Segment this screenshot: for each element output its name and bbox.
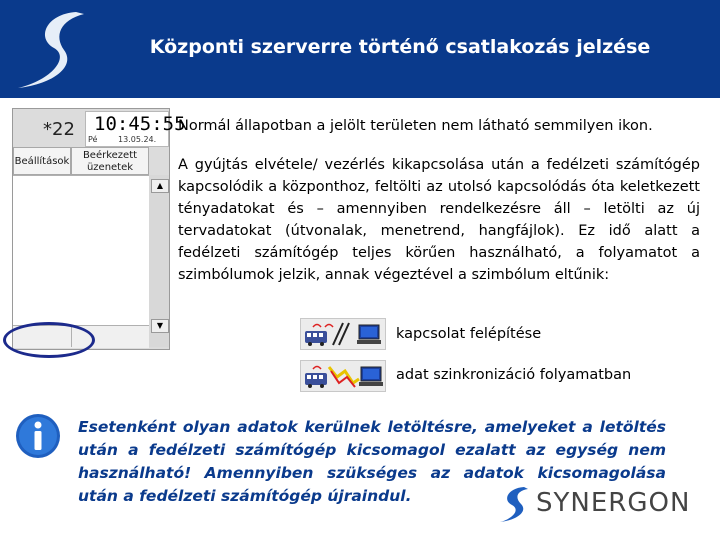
info-icon bbox=[14, 412, 62, 460]
connection-label: kapcsolat felépítése bbox=[396, 326, 542, 342]
device-screen bbox=[12, 108, 186, 350]
signal-icon bbox=[313, 367, 321, 370]
scrollbar[interactable] bbox=[149, 175, 169, 347]
sync-symbol bbox=[300, 360, 386, 392]
settings-button[interactable] bbox=[13, 147, 71, 175]
description-text: A gyújtás elvétele/ vezérlés kikapcsolása után a fedélzeti számítógép kapcsolódik a központhoz, feltölti az utolsó kapcsolódás óta keletkezett tényadatokat és – amennyiben rendelkezésre áll – letölti az új tervadatokat (útvonalak, menetrend, hangfájlok). Ez idő alatt a fedélzeti számítógép teljes körűen használható, a folyamatot a szimbólumok jelzik, annak végeztével a szimbólum eltűnik: bbox=[178, 157, 700, 283]
messages-button[interactable] bbox=[71, 147, 149, 175]
brand-s-icon bbox=[496, 484, 534, 524]
clock-panel bbox=[85, 111, 186, 147]
synergon-s-logo bbox=[6, 8, 106, 92]
signal-icon bbox=[313, 325, 333, 328]
connection-icon-graphic bbox=[301, 319, 385, 349]
bus-icon bbox=[305, 373, 327, 388]
clock-day: Pé bbox=[88, 135, 98, 144]
computer-icon bbox=[359, 367, 383, 386]
messages-button-label-2: üzenetek bbox=[86, 162, 134, 173]
bus-icon bbox=[305, 331, 327, 346]
scroll-down-button[interactable]: ▼ bbox=[151, 319, 169, 333]
clock-date bbox=[88, 135, 166, 144]
settings-button-label: Beállítások bbox=[14, 156, 70, 167]
highlight-ellipse bbox=[3, 322, 95, 358]
messages-button-label-1: Beérkezett bbox=[82, 150, 138, 161]
sync-icon-graphic bbox=[301, 361, 385, 391]
connection-symbol bbox=[300, 318, 386, 350]
normal-state-text: Normál állapotban a jelölt területen nem látható semmilyen ikon. bbox=[178, 118, 653, 134]
brand-name: SYNERGON bbox=[536, 488, 691, 518]
sync-label: adat szinkronizáció folyamatban bbox=[396, 367, 632, 383]
scroll-up-button[interactable]: ▲ bbox=[151, 179, 169, 193]
clock-time: 10:45:55 bbox=[94, 113, 186, 135]
header-bar bbox=[0, 0, 720, 98]
clock-date-value: 13.05.24. bbox=[118, 135, 157, 144]
warning-note: Esetenként olyan adatok kerülnek letöltésre, amelyeket a letöltés után a fedélzeti számítógép kicsomagol ezalatt az egység nem használható! Amennyiben szükséges az adatok kicsomagolása után a fedélzeti számítógép újraindul. bbox=[78, 418, 666, 505]
vehicle-number: *22 bbox=[43, 119, 75, 140]
synergon-brand bbox=[496, 484, 710, 524]
page-title: Központi szerverre történő csatlakozás jelzése bbox=[149, 36, 651, 58]
computer-icon bbox=[357, 325, 381, 344]
